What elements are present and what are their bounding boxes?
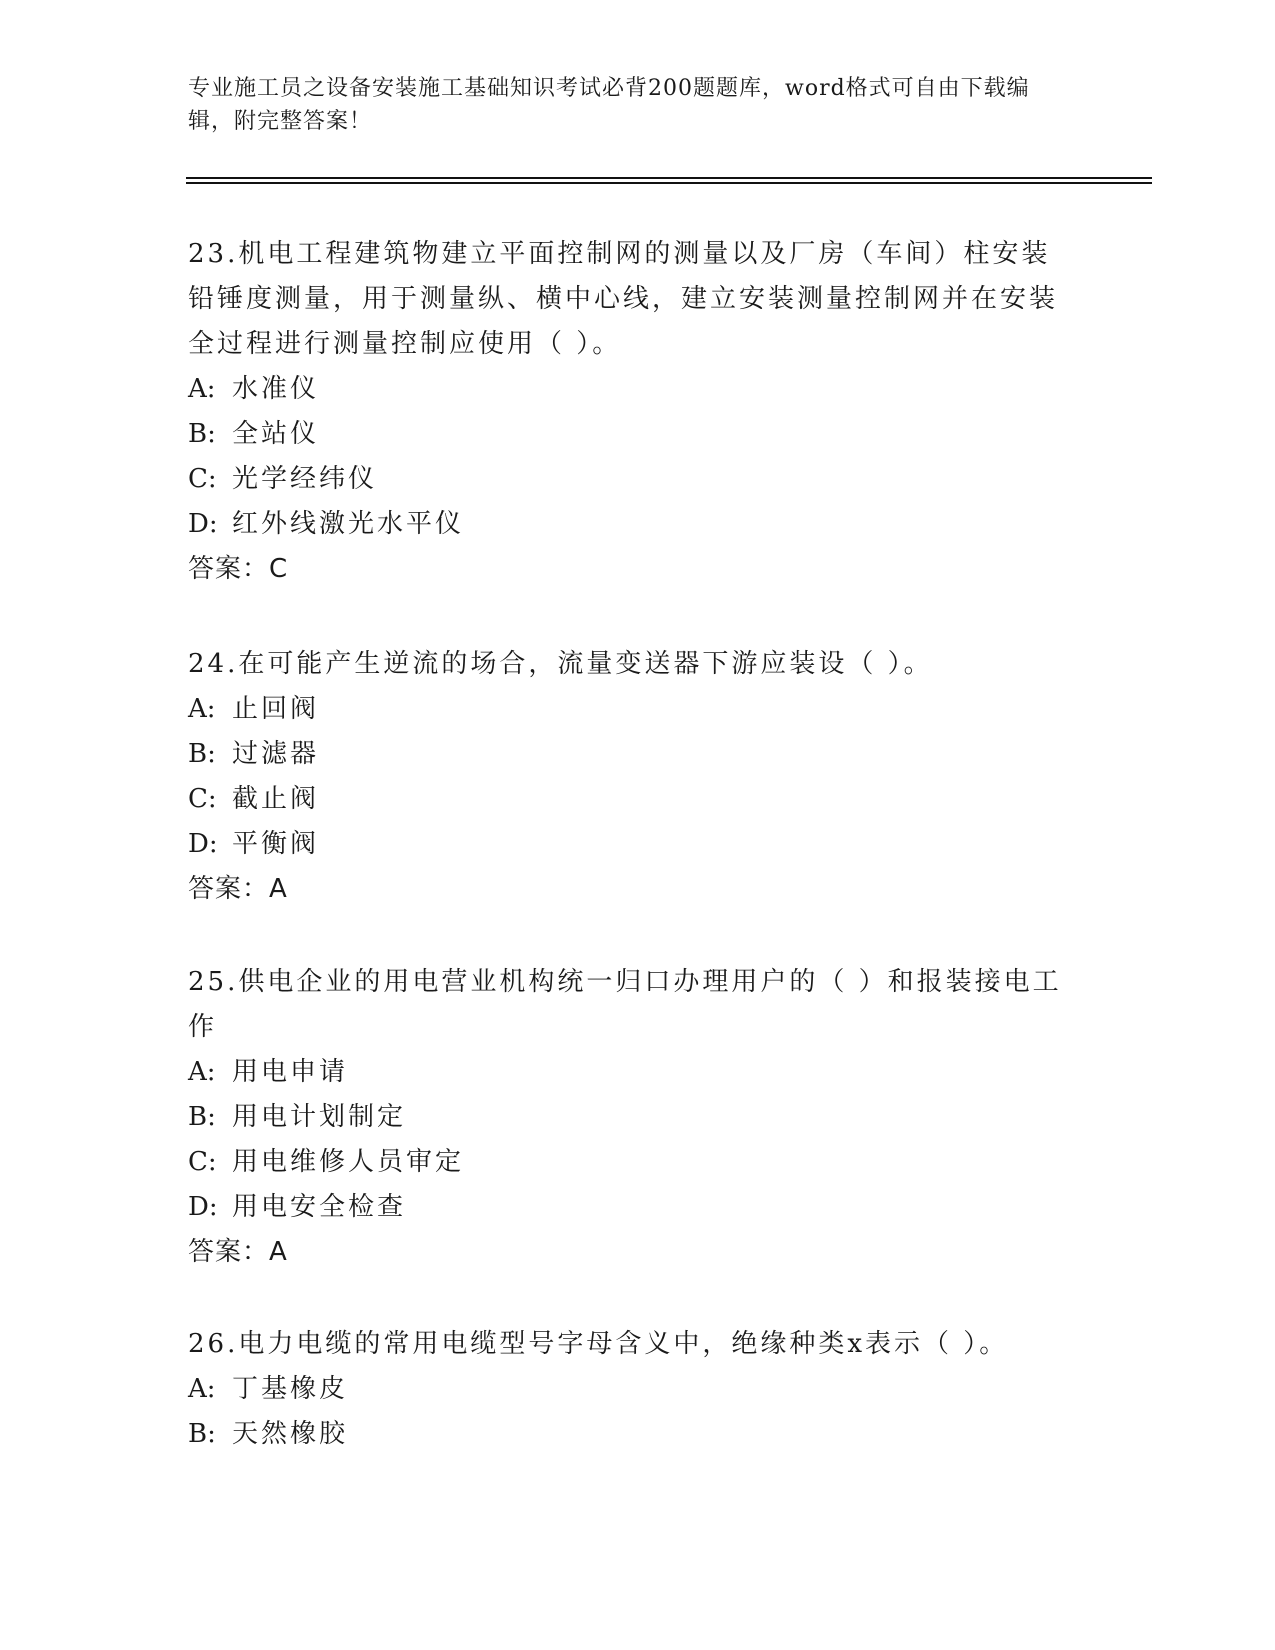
option-b [188, 1095, 1068, 1140]
document-header: 专业施工员之设备安装施工基础知识考试必背200题题库，word格式可自由下载编辑，附完整答案！ [188, 76, 1030, 134]
option-a [188, 367, 1068, 412]
option-d [188, 502, 1068, 547]
option-c [188, 1140, 1068, 1185]
option-b [188, 732, 1068, 777]
option-letter: D: [188, 509, 218, 539]
question-stem: 25.供电企业的用电营业机构统一归口办理用户的（ ）和报装接电工作 [188, 967, 1062, 1042]
option-d [188, 822, 1068, 867]
answer-line: 答案：A [188, 874, 288, 904]
answer-line: 答案：C [188, 554, 289, 584]
header-divider-top [186, 177, 1152, 179]
option-text: 截止阀 [232, 784, 320, 814]
question-26 [188, 1322, 1068, 1457]
question-stem: 24.在可能产生逆流的场合，流量变送器下游应装设（ ）。 [188, 649, 933, 679]
option-letter: B: [188, 739, 216, 769]
option-text: 丁基橡皮 [232, 1374, 349, 1404]
option-letter: A: [188, 1057, 216, 1087]
option-text: 全站仪 [232, 419, 320, 449]
option-c [188, 457, 1068, 502]
option-a [188, 1050, 1068, 1095]
question-23 [188, 232, 1068, 592]
option-c [188, 777, 1068, 822]
option-letter: B: [188, 1102, 216, 1132]
option-text: 天然橡胶 [232, 1419, 349, 1449]
option-text: 用电维修人员审定 [232, 1147, 465, 1177]
option-letter: D: [188, 1192, 218, 1222]
option-letter: A: [188, 1374, 216, 1404]
option-letter: C: [188, 1147, 217, 1177]
option-text: 用电安全检查 [232, 1192, 407, 1222]
option-letter: A: [188, 374, 216, 404]
option-letter: C: [188, 464, 217, 494]
option-letter: C: [188, 784, 217, 814]
option-b [188, 1412, 1068, 1457]
question-stem: 26.电力电缆的常用电缆型号字母含义中，绝缘种类x表示（ ）。 [188, 1329, 1009, 1359]
option-letter: A: [188, 694, 216, 724]
option-text: 红外线激光水平仪 [232, 509, 465, 539]
option-a [188, 687, 1068, 732]
option-text: 用电申请 [232, 1057, 349, 1087]
option-a [188, 1367, 1068, 1412]
option-text: 过滤器 [232, 739, 320, 769]
option-letter: B: [188, 419, 216, 449]
option-text: 水准仪 [232, 374, 320, 404]
question-25 [188, 960, 1068, 1275]
option-text: 平衡阀 [232, 829, 320, 859]
question-stem: 23.机电工程建筑物建立平面控制网的测量以及厂房（车间）柱安装铅锤度测量，用于测量纵、横中心线，建立安装测量控制网并在安装全过程进行测量控制应使用（ ）。 [188, 239, 1059, 359]
option-d [188, 1185, 1068, 1230]
question-24 [188, 642, 1068, 912]
option-b [188, 412, 1068, 457]
option-letter: D: [188, 829, 218, 859]
header-divider-bottom [186, 182, 1152, 184]
option-letter: B: [188, 1419, 216, 1449]
option-text: 光学经纬仪 [232, 464, 378, 494]
answer-line: 答案：A [188, 1237, 288, 1267]
option-text: 用电计划制定 [232, 1102, 407, 1132]
option-text: 止回阀 [232, 694, 320, 724]
